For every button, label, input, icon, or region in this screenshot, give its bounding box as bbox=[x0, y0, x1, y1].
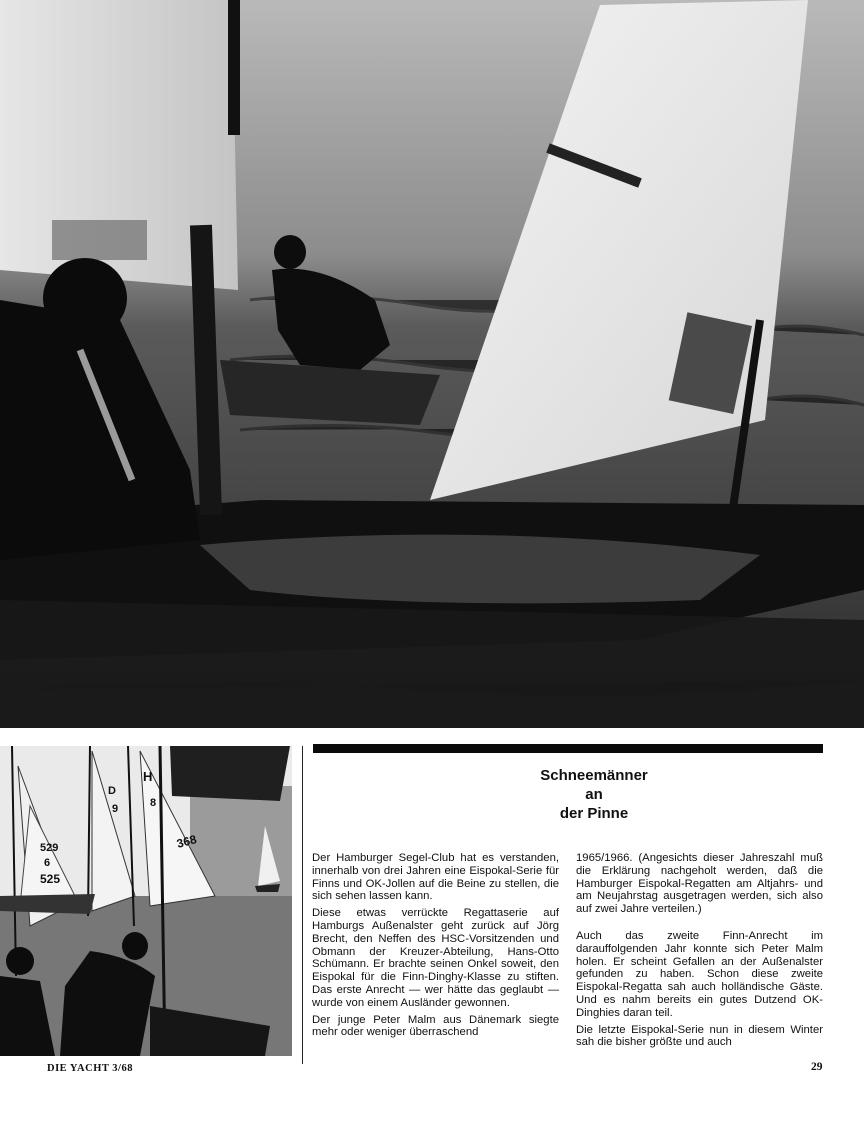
title-line: an bbox=[585, 786, 603, 803]
fleet-photo-icon bbox=[0, 746, 292, 1056]
column-divider bbox=[302, 746, 303, 1064]
paragraph: Der Hamburger Segel-Club hat es verstanden, innerhalb von drei Jahren eine Eispokal-Serie für Finns und OK-Jollen auf die Beine zu stellen, die sich sehen lassen kann. bbox=[312, 852, 559, 903]
paragraph: Der junge Peter Malm aus Dänemark siegte mehr oder weniger überraschend bbox=[312, 1013, 559, 1039]
sail-letter: H bbox=[143, 769, 153, 784]
paragraph: Die letzte Eispokal-Serie nun in diesem Winter sah die bisher größte und auch bbox=[576, 1023, 823, 1049]
magazine-footer: DIE YACHT 3/68 bbox=[47, 1063, 133, 1074]
sail-number: 368 bbox=[175, 832, 199, 851]
sail-number: 525 bbox=[40, 872, 61, 886]
sail-number: 8 bbox=[150, 797, 157, 809]
sail-number: 529 bbox=[40, 842, 59, 854]
paragraph: Diese etwas verrückte Regattaserie auf Hamburgs Außenalster geht zurück auf Jörg Brecht, den Neffen des HSC-Vorsitzenden und Obmann der Kreuzer-Abteilung, Hans-Otto Schümann. Er brachte seinen Onkel soweit, den Eispokal für die Finn-Dinghy-Klasse zu stiften. Das erste Anrecht — wer hätte das geglaubt — wurde von einem Ausländer gewonnen. bbox=[312, 907, 559, 1009]
title-line: Schneemänner bbox=[540, 767, 648, 784]
article-column-1 bbox=[312, 852, 559, 1043]
article-title bbox=[313, 766, 864, 823]
page-number: 29 bbox=[811, 1061, 823, 1073]
sail-number: 9 bbox=[112, 803, 119, 815]
title-rule bbox=[313, 744, 823, 753]
small-photograph bbox=[0, 746, 292, 1056]
sail-number: 6 bbox=[44, 857, 51, 869]
paragraph: Auch das zweite Finn-Anrecht im darauffolgenden Jahr konnte sich Peter Malm holen. Er scheint Gefallen an der Außenalster gefunden zu haben. Schon diese zweite Eispokal-Regatta sah auch holländische Gäste. Und es nahm bereits ein gutes Dutzend OK-Dinghies daran teil. bbox=[576, 929, 823, 1019]
paragraph: 1965/1966. (Angesichts dieser Jahreszahl muß die Erklärung nachgeholt werden, daß die Hamburger Eispokal-Regatten am Altjahrs- und am Neujahrstag ausgetragen werden, sich also auf zwei Jahre verteilen.) bbox=[576, 852, 823, 916]
sail-letter: D bbox=[108, 785, 116, 797]
title-line: der Pinne bbox=[559, 805, 629, 822]
article-column-2 bbox=[576, 852, 823, 1053]
